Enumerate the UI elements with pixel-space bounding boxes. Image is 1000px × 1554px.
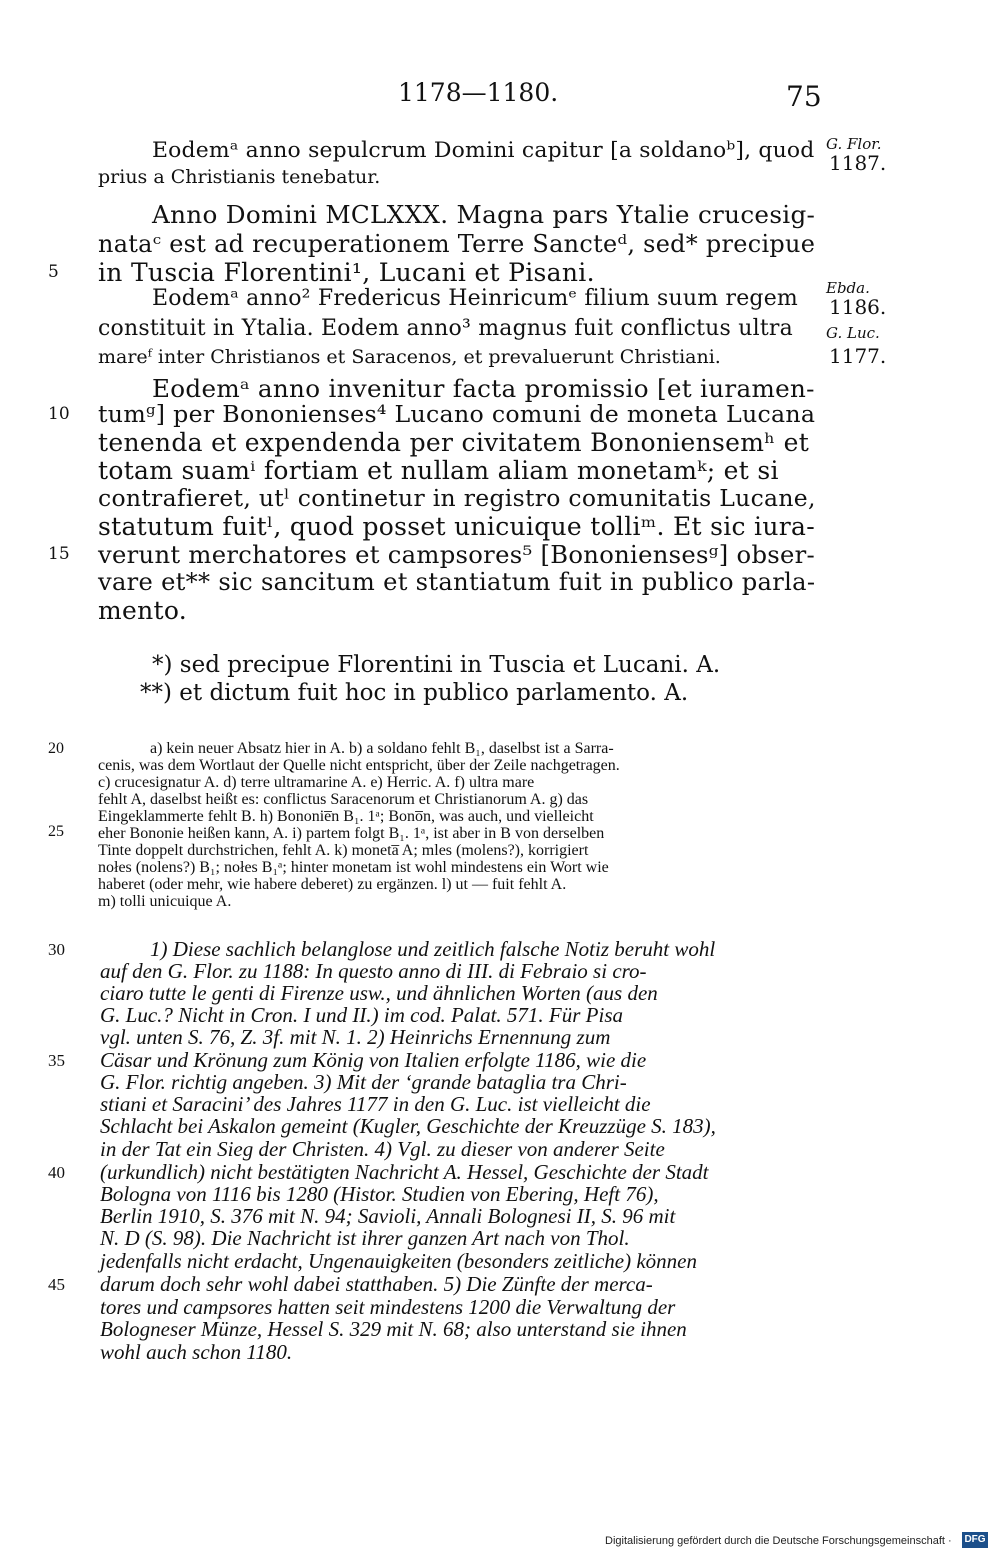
footnote-line: cenis, was dem Wortlaut der Quelle nicht entspricht, über der Zeile nachgetragen. (98, 757, 620, 774)
margin-source-ref: G. Luc. (826, 324, 880, 342)
text-line: Anno Domini MCLXXX. Magna pars Ytalie crucesig- (152, 200, 816, 229)
line-number: 45 (48, 1275, 65, 1294)
line-number: 15 (48, 544, 70, 564)
text-line: mento. (98, 596, 188, 625)
commentary-line: Schlacht bei Askalon gemeint (Kugler, Geschichte der Kreuzzüge S. 183), (100, 1114, 716, 1138)
footnote-line: c) crucesignatur A. d) terre ultramarine A. e) Herric. A. f) ultra mare (98, 774, 535, 791)
running-header-years: 1178—1180. (398, 78, 559, 107)
line-number: 10 (48, 404, 70, 424)
text-line: tenenda et expendenda per civitatem Bononiensemʰ et (98, 428, 810, 457)
line-number: 25 (48, 823, 64, 840)
footnote-line: m) tolli unicuique A. (98, 893, 232, 910)
commentary-line: G. Flor. richtig angeben. 3) Mit der ‘grande bataglia tra Chri- (100, 1070, 627, 1094)
commentary-line: jedenfalls nicht erdacht, Ungenauigkeiten (besonders zeitliche) können (100, 1249, 697, 1273)
text-line: totam suamⁱ fortiam et nullam aliam monetamᵏ; et si (98, 456, 779, 485)
text-line: in Tuscia Florentini¹, Lucani et Pisani. (98, 258, 595, 287)
commentary-line: (urkundlich) nicht bestätigten Nachricht A. Hessel, Geschichte der Stadt (100, 1160, 709, 1184)
line-number: 30 (48, 940, 65, 959)
margin-year: 1186. (829, 295, 887, 319)
commentary-line: in der Tat ein Sieg der Christen. 4) Vgl. zu dieser von anderer Seite (100, 1137, 665, 1161)
margin-source-ref: G. Flor. (826, 135, 882, 153)
text-line: Eodemᵃ anno² Fredericus Heinricumᵉ filium suum regem (152, 286, 798, 311)
margin-source-ref: Ebda. (826, 279, 870, 297)
margin-year: 1177. (829, 344, 887, 368)
starred-note: *) sed precipue Florentini in Tuscia et Lucani. A. (152, 652, 721, 678)
text-line: verunt merchatores et campsores⁵ [Bononiensesᵍ] obser- (98, 540, 816, 569)
commentary-line: tores und campsores hatten seit mindestens 1200 die Verwaltung der (100, 1295, 676, 1319)
commentary-line: vgl. unten S. 76, Z. 3f. mit N. 1. 2) Heinrichs Ernennung zum (100, 1025, 611, 1049)
text-line: constituit in Ytalia. Eodem anno³ magnus fuit conflictus ultra (98, 316, 793, 341)
commentary-line: Berlin 1910, S. 376 mit N. 94; Savioli, Annali Bolognesi II, S. 96 mit (100, 1204, 676, 1228)
text-line: vare et** sic sancitum et stantiatum fuit in publico parla- (98, 568, 816, 596)
footnote-line: Tinte doppelt durchstrichen, fehlt A. k) moneta̅ A; mles (molens?), korrigiert (98, 842, 589, 859)
commentary-line: stiani et Saracini’ des Jahres 1177 in den G. Luc. ist vielleicht die (100, 1092, 651, 1116)
line-number: 5 (48, 262, 59, 282)
line-number: 35 (48, 1051, 65, 1070)
text-line: Eodemᵃ anno invenitur facta promissio [et iuramen- (152, 374, 815, 403)
footnote-line: Eingeklammerte fehlt B. h) Bononie̅n B₁. 1ᵃ; Bono̅n, was auch, und vielleicht (98, 808, 594, 825)
commentary-line: wohl auch schon 1180. (100, 1340, 293, 1364)
starred-note: **) et dictum fuit hoc in publico parlamento. A. (140, 680, 689, 706)
footnote-line: a) kein neuer Absatz hier in A. b) a soldano fehlt B₁, daselbst ist a Sarra- (150, 740, 614, 757)
commentary-line: ciaro tutte le genti di Firenze usw., und ähnlichen Worten (aus den (100, 981, 658, 1005)
commentary-line: auf den G. Flor. zu 1188: In questo anno di III. di Febraio si cro- (100, 959, 647, 983)
text-line: Eodemᵃ anno sepulcrum Domini capitur [a soldanoᵇ], quod (152, 138, 815, 163)
commentary-line: Cäsar und Krönung zum König von Italien erfolgte 1186, wie die (100, 1048, 647, 1072)
text-line: prius a Christianis tenebatur. (98, 166, 381, 188)
commentary-line: G. Luc.? Nicht in Cron. I und II.) im cod. Palat. 571. Für Pisa (100, 1003, 624, 1027)
commentary-line: darum doch sehr wohl dabei statthaben. 5) Die Zünfte der merca- (100, 1272, 653, 1296)
line-number: 20 (48, 740, 64, 757)
commentary-line: Bologneser Münze, Hessel S. 329 mit N. 68; also unterstand sie ihnen (100, 1317, 687, 1341)
commentary-line: Bologna von 1116 bis 1280 (Histor. Studien von Ebering, Heft 76), (100, 1182, 659, 1206)
dfg-logo: DFG (962, 1532, 988, 1548)
commentary-line: N. D (S. 98). Die Nachricht ist ihrer ganzen Art nach von Thol. (100, 1226, 630, 1250)
line-number: 40 (48, 1163, 65, 1182)
text-line: tumᵍ] per Bononienses⁴ Lucano comuni de moneta Lucana (98, 400, 816, 428)
footnote-line: nołes (nolens?) B₁; nołes B₁ᵃ; hinter monetam ist wohl mindestens ein Wort wie (98, 859, 609, 876)
page-number: 75 (786, 80, 822, 113)
footnote-line: eher Bononie heißen kann, A. i) partem folgt B₁. 1ᵃ, ist aber in B von derselben (98, 825, 605, 842)
footnote-line: haberet (oder mehr, wie habere deberet) zu ergänzen. l) ut — fuit fehlt A. (98, 876, 567, 893)
digitization-credit: Digitalisierung gefördert durch die Deutsche Forschungsgemeinschaft · (605, 1535, 952, 1547)
margin-year: 1187. (829, 151, 887, 175)
text-line: contrafieret, utˡ continetur in registro comunitatis Lucane, (98, 484, 816, 512)
text-line: statutum fuitˡ, quod posset unicuique tolliᵐ. Et sic iura- (98, 512, 815, 541)
text-line: nataᶜ est ad recuperationem Terre Sancteᵈ, sed* precipue (98, 230, 816, 258)
commentary-line: 1) Diese sachlich belanglose und zeitlich falsche Notiz beruht wohl (150, 937, 716, 961)
footnote-line: fehlt A, daselbst heißt es: conflictus Saracenorum et Christianorum A. g) das (98, 791, 589, 808)
text-line: mareᶠ inter Christianos et Saracenos, et prevaluerunt Christiani. (98, 346, 721, 368)
